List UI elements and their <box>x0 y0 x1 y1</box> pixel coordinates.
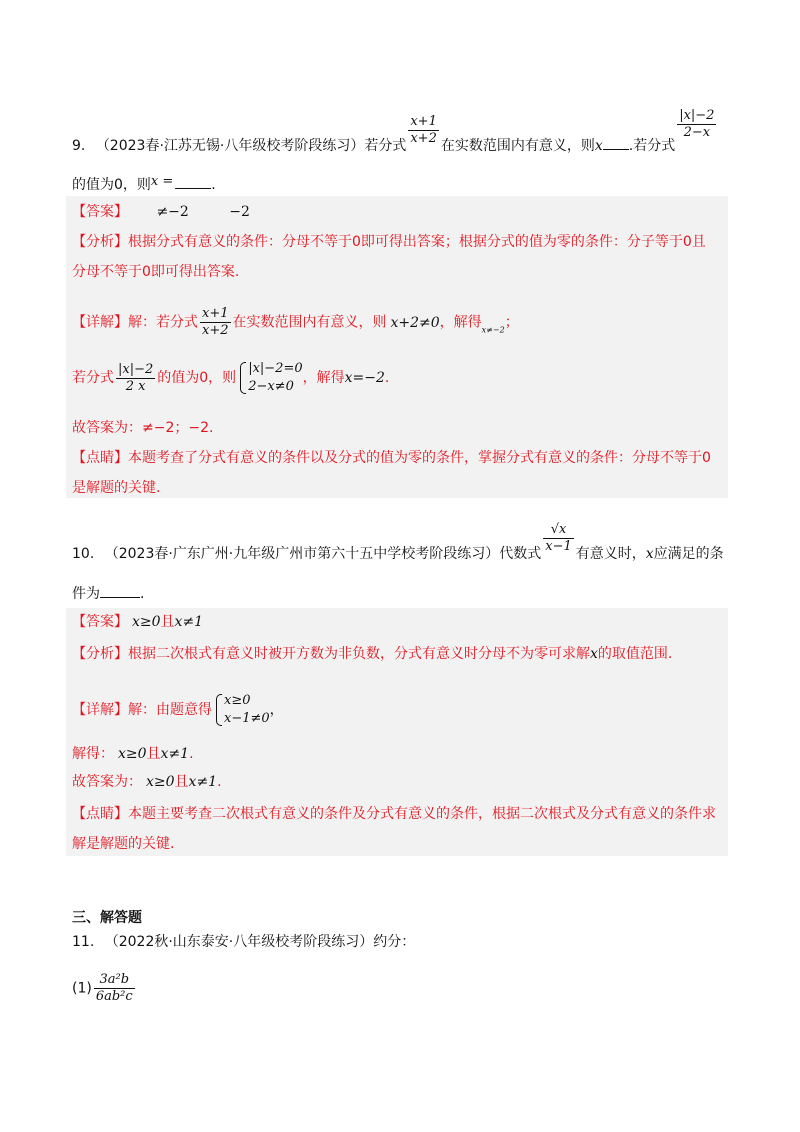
q9-detail-line1: 【详解】解：若分式 $\frac{x+1}{x+2}$ 在实数范围内有意义，则 x+2≠0，解得$_{x\ne-2}$； <box>72 306 519 338</box>
q9-blank-1[interactable] <box>603 149 629 150</box>
q11-fraction: $\frac{\text{3a²b}}{\text{6ab²c}}$ <box>95 972 133 1004</box>
q9-equation-system: |x|−2=0 2−x≠0 <box>240 360 302 396</box>
q9-answer: 【答案】 ≠−2 −2 <box>72 204 250 220</box>
q11-stem: 11. （2022秋·山东泰安·八年级校考阶段练习）约分： <box>72 934 416 950</box>
q10-result: 故答案为： x≥0且x≠1. <box>72 774 222 790</box>
q10-inequality-system: x≥0 x−1≠0 <box>216 692 270 728</box>
q9-blank-2[interactable] <box>175 188 211 189</box>
q10-comment-line2: 解是解题的关键. <box>72 836 175 852</box>
q9-comment-line1: 【点睛】本题考查了分式有意义的条件以及分式的值为零的条件，掌握分式有意义的条件：分母不等于0 <box>72 450 711 466</box>
q10-solve: 解得： x≥0且x≠1. <box>72 746 194 762</box>
q9-result: 故答案为：≠−2；−2. <box>72 420 214 436</box>
q10-answer: 【答案】 x≥0且x≠1 <box>72 614 204 630</box>
q10-fraction: $\frac{√x}{x-1}$ <box>545 522 572 554</box>
q9-analysis-line2: 分母不等于0即可得出答案. <box>72 264 240 280</box>
q9-fraction-1: $\frac{x+1}{x+2}$ <box>410 114 437 146</box>
q9-detail-line2: 若分式 $\frac{|x|-2}{2 x}$ 的值为0，则 |x|−2=0 2−x≠0 ，解得x=−2. <box>72 361 390 394</box>
q10-number: 10. <box>72 546 95 562</box>
q9-fraction-2: $\frac{|x|-2}{2-x}$ <box>679 108 715 140</box>
q10-comment-line1: 【点睛】本题主要考查二次根式有意义的条件及分式有意义的条件，根据二次根式及分式有意义的条件求 <box>72 806 716 822</box>
q10-source: （2023春·广东广州·九年级广州市第六十五中学校考阶段练习）代数式 <box>104 546 542 562</box>
q9-stem-line2: 的值为0，则x = . <box>72 174 216 193</box>
q10-blank[interactable] <box>100 597 140 598</box>
q10-stem-line1: 10. （2023春·广东广州·九年级广州市第六十五中学校考阶段练习）代数式 $\frac{√x}{x-1}$ 有意义时，x应满足的条 <box>72 522 724 562</box>
q10-stem-line2: 件为 . <box>72 586 145 602</box>
q9-stem-line1: 9. （2023春·江苏无锡·八年级校考阶段练习）若分式 $\frac{x+1}{x+2}$ 在实数范围内有意义，则x .若分式 $\frac{|x|-2}{2-x}$ <box>72 108 715 154</box>
section-heading: 三、解答题 <box>72 910 142 926</box>
q11-part1: (1) $\frac{\text{3a²b}}{\text{6ab²c}}$ <box>72 972 133 1004</box>
q9-text2: 在实数范围内有意义，则 <box>440 138 595 154</box>
q9-comment-line2: 是解题的关键. <box>72 480 161 496</box>
q10-analysis: 【分析】根据二次根式有意义时被开方数为非负数，分式有意义时分母不为零可求解x的取值范围. <box>72 646 673 662</box>
q9-source: （2023春·江苏无锡·八年级校考阶段练习）若分式 <box>95 138 407 154</box>
q9-analysis-line1: 【分析】根据分式有意义的条件：分母不等于0即可得出答案；根据分式的值为零的条件：分子等于0且 <box>72 234 706 250</box>
q9-number: 9. <box>72 138 86 154</box>
q10-detail: 【详解】解：由题意得 x≥0 x−1≠0 ， <box>72 693 284 726</box>
